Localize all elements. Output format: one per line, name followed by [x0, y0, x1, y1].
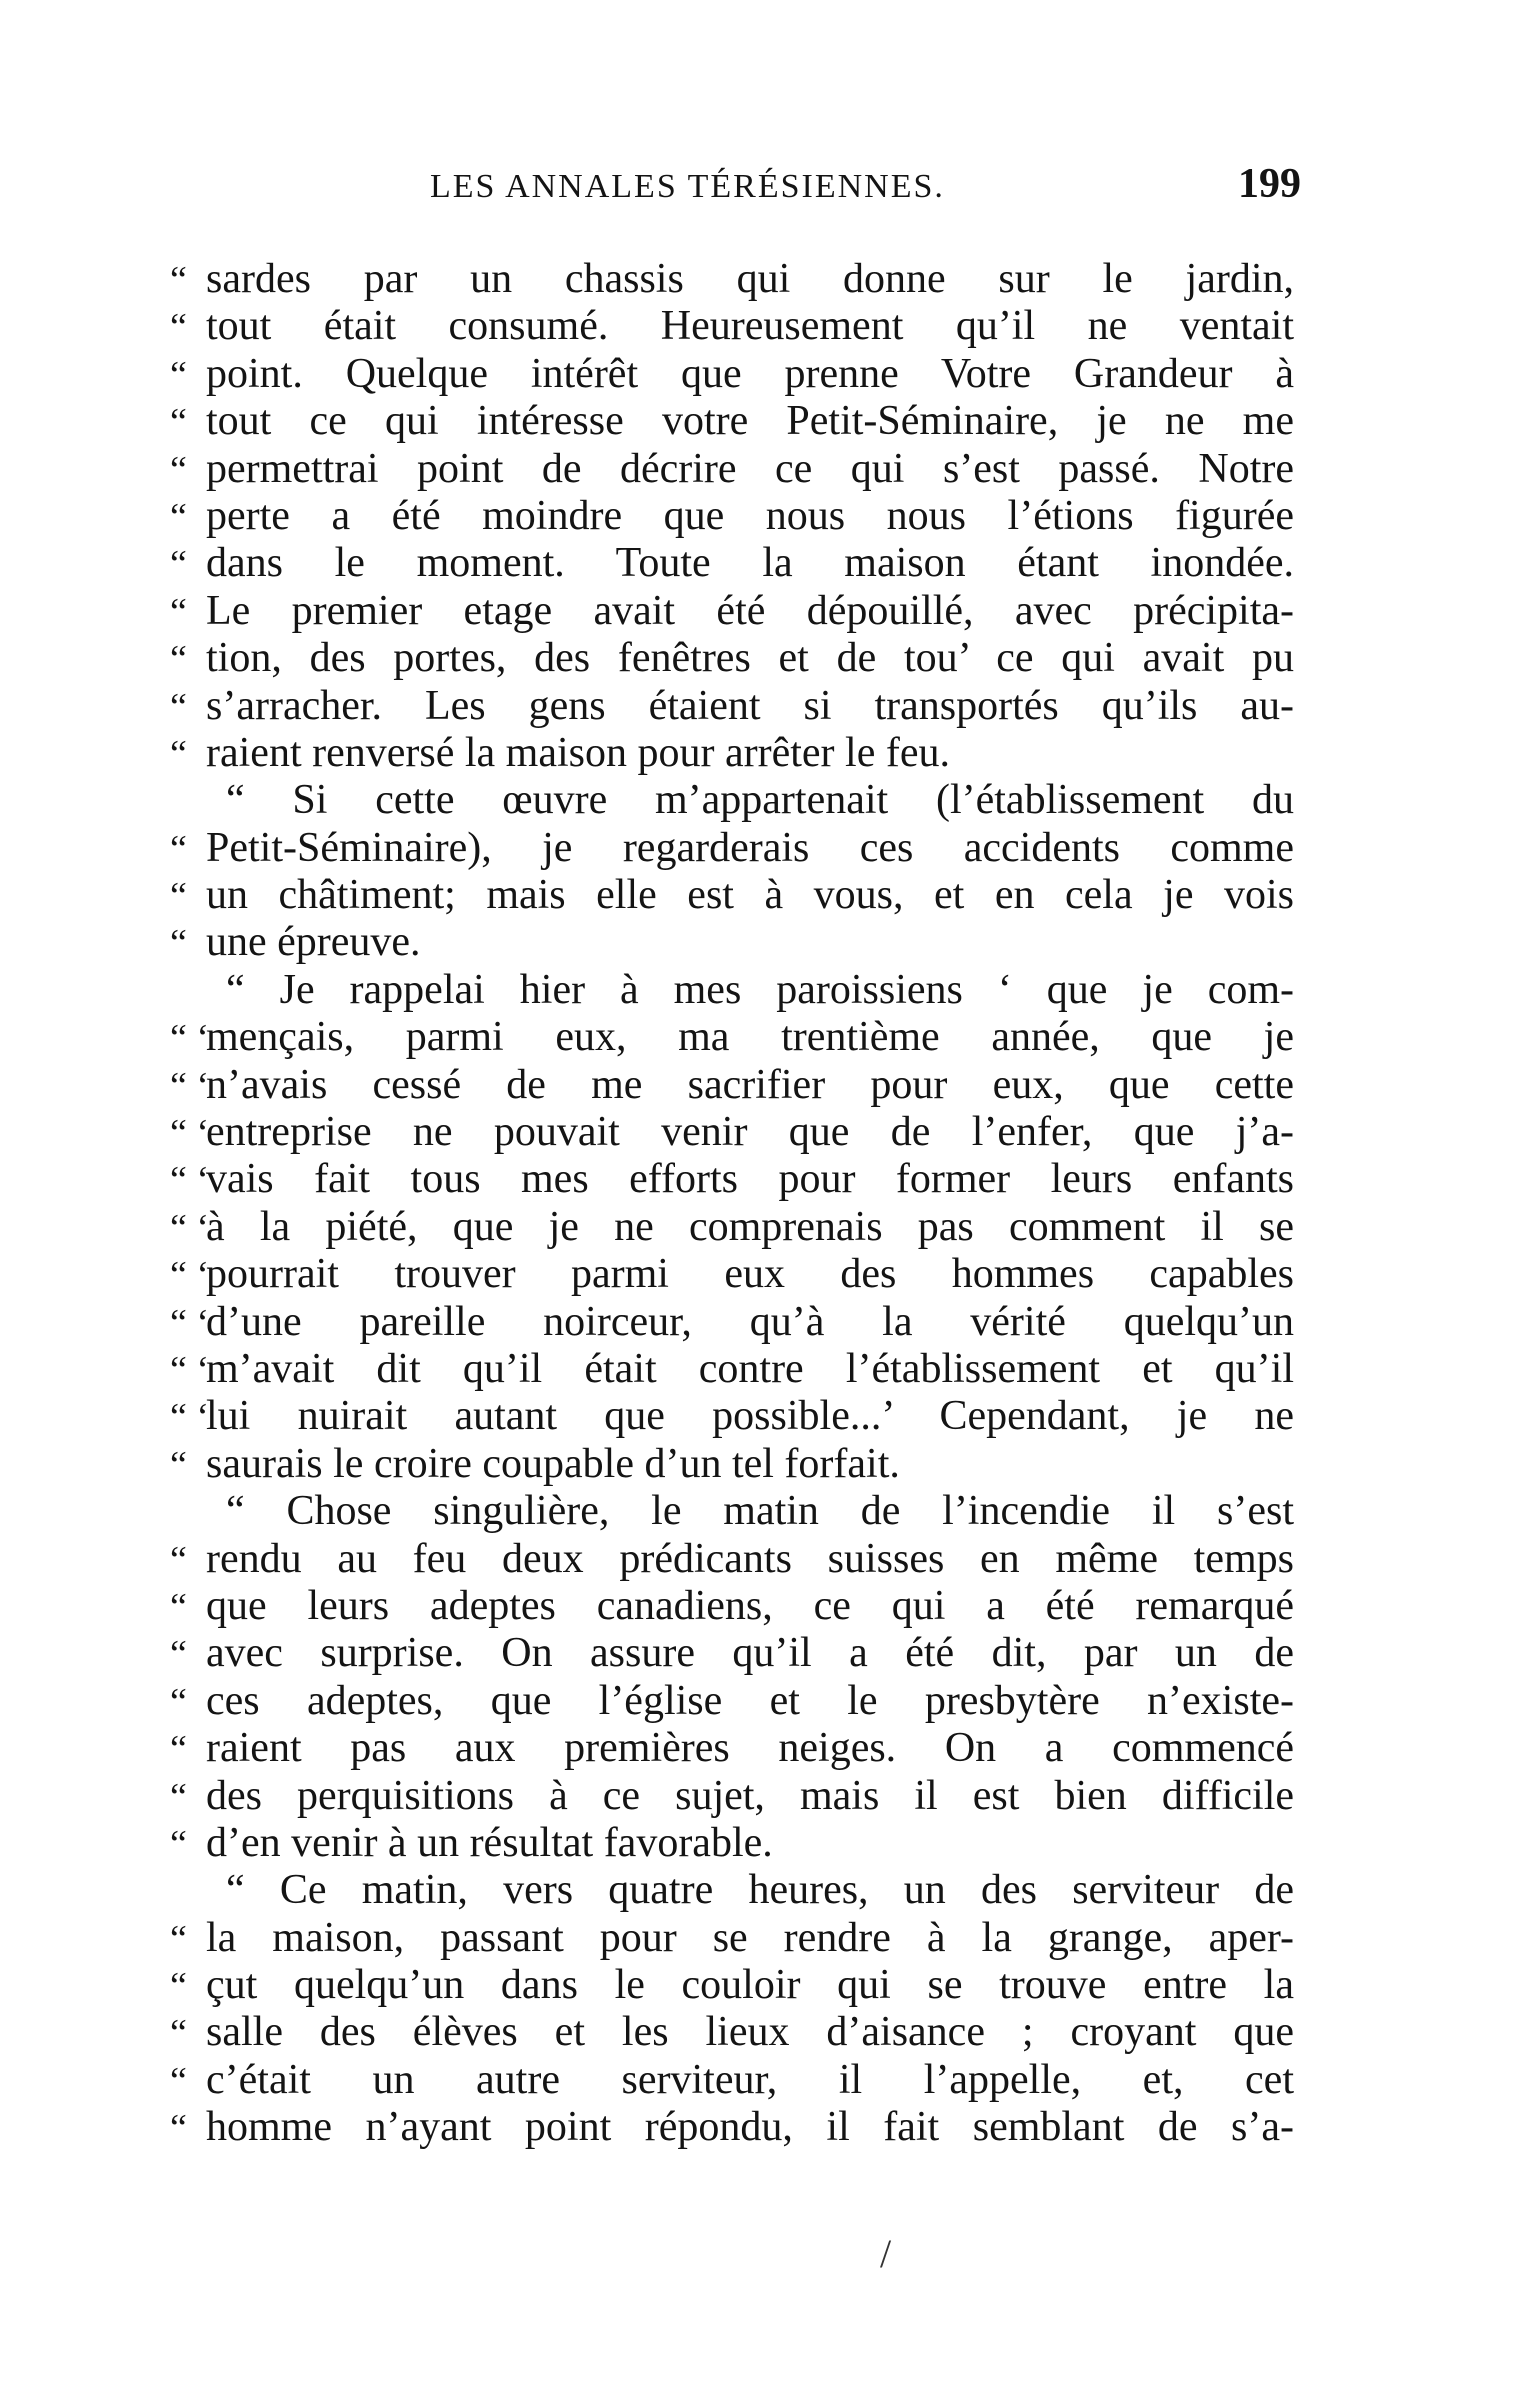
line-text: lui nuirait autant que possible...’ Cependant, je ne [206, 1393, 1294, 1440]
line-text: tion, des portes, des fenêtres et de tou’ ce qui avait pu [206, 635, 1294, 682]
line-text: des perquisitions à ce sujet, mais il est bien difficile [206, 1772, 1294, 1819]
quote-mark: “ [170, 875, 187, 918]
text-line [170, 1773, 1294, 1820]
quote-mark: “ [170, 353, 187, 396]
text-line [170, 1678, 1294, 1725]
quote-mark: “ ‘ [170, 1017, 210, 1060]
text-line [170, 1014, 1294, 1061]
quote-mark: “ [170, 732, 187, 775]
line-text: tout ce qui intéresse votre Petit-Séminaire, je ne me [206, 398, 1294, 445]
line-text: “ Ce matin, vers quatre heures, un des serviteur de [226, 1867, 1294, 1914]
line-text: à la piété, que je ne comprenais pas comment il se [206, 1203, 1294, 1250]
line-text: salle des élèves et les lieux d’aisance ; croyant que [206, 2009, 1294, 2056]
text-line [170, 588, 1294, 635]
text-line [170, 1630, 1294, 1677]
quote-mark: “ [170, 638, 187, 681]
quote-mark: “ [170, 2107, 187, 2150]
line-text: n’avais cessé de me sacrifier pour eux, que cette [206, 1061, 1294, 1108]
line-text: homme n’ayant point répondu, il fait semblant de s’a- [206, 2104, 1294, 2151]
text-line [170, 683, 1294, 730]
body-text [170, 256, 1294, 2152]
line-text: d’en venir à un résultat favorable. [206, 1819, 773, 1866]
quote-mark: “ ‘ [170, 1064, 210, 1107]
quote-mark: “ [170, 2012, 187, 2055]
text-line [170, 303, 1294, 350]
text-line [170, 2009, 1294, 2056]
text-line [170, 1536, 1294, 1583]
quote-mark: “ [170, 827, 187, 870]
line-text: s’arracher. Les gens étaient si transportés qu’ils au- [206, 682, 1294, 729]
quote-mark: “ [170, 259, 187, 301]
quote-mark: “ [170, 306, 187, 349]
text-line [170, 777, 1294, 824]
quote-mark: “ [170, 1965, 187, 2008]
quote-mark: “ [170, 543, 187, 586]
text-line [170, 1583, 1294, 1630]
text-line [170, 1299, 1294, 1346]
line-text: “ Chose singulière, le matin de l’incendie il s’est [226, 1488, 1294, 1535]
line-text: Le premier etage avait été dépouillé, avec précipita- [206, 587, 1294, 634]
text-line [170, 1488, 1294, 1535]
line-text: mençais, parmi eux, ma trentième année, que je [206, 1014, 1294, 1061]
quote-mark: “ [170, 590, 187, 633]
quote-mark: “ ‘ [170, 1301, 210, 1344]
text-line [170, 256, 1294, 303]
line-text: raient renversé la maison pour arrêter le feu. [206, 729, 950, 776]
text-line [170, 2104, 1294, 2151]
line-text: “ Si cette œuvre m’appartenait (l’établissement du [226, 777, 1294, 824]
text-line [170, 1867, 1294, 1914]
text-line [170, 635, 1294, 682]
quote-mark: “ [170, 401, 187, 444]
line-text: “ Je rappelai hier à mes paroissiens ‘ que je com- [226, 966, 1294, 1013]
quote-mark: “ ‘ [170, 1348, 210, 1391]
text-line [170, 1393, 1294, 1440]
running-title: LES ANNALES TÉRÉSIENNES. [430, 168, 945, 205]
quote-mark: “ [170, 1680, 187, 1723]
line-text: rendu au feu deux prédicants suisses en même temps [206, 1535, 1294, 1582]
line-text: tout était consumé. Heureusement qu’il ne ventait [206, 303, 1294, 350]
text-line [170, 540, 1294, 587]
quote-mark: “ [170, 1443, 187, 1486]
quote-mark: “ [170, 448, 187, 491]
text-line [170, 1725, 1294, 1772]
line-text: avec surprise. On assure qu’il a été dit, par un de [206, 1630, 1294, 1677]
text-line [170, 1915, 1294, 1962]
quote-mark: “ [170, 2059, 187, 2102]
text-line [170, 872, 1294, 919]
line-text: raient pas aux premières neiges. On a commencé [206, 1725, 1294, 1772]
line-text: que leurs adeptes canadiens, ce qui a été remarqué [206, 1582, 1294, 1629]
text-line [170, 1251, 1294, 1298]
line-text: un châtiment; mais elle est à vous, et en cela je vois [206, 872, 1294, 919]
line-text: dans le moment. Toute la maison étant inondée. [206, 540, 1294, 587]
line-text: çut quelqu’un dans le couloir qui se trouve entre la [206, 1962, 1294, 2009]
text-line [170, 398, 1294, 445]
line-text: Petit-Séminaire), je regarderais ces accidents comme [206, 824, 1294, 871]
line-text: permettrai point de décrire ce qui s’est passé. Notre [206, 445, 1294, 492]
text-line [170, 446, 1294, 493]
line-text: vais fait tous mes efforts pour former leurs enfants [206, 1156, 1294, 1203]
text-line [170, 1441, 1294, 1488]
text-line [170, 1109, 1294, 1156]
bottom-margin-mark: / [880, 2231, 892, 2276]
line-text: m’avait dit qu’il était contre l’établissement et qu’il [206, 1345, 1294, 1392]
quote-mark: “ ‘ [170, 1254, 210, 1297]
quote-mark: “ ‘ [170, 1159, 210, 1202]
line-text: une épreuve. [206, 919, 421, 966]
text-line [170, 493, 1294, 540]
line-text: ces adeptes, que l’église et le presbytère n’existe- [206, 1677, 1294, 1724]
line-text: saurais le croire coupable d’un tel forfait. [206, 1440, 900, 1487]
page-number: 199 [1238, 161, 1301, 207]
text-line [170, 1820, 1294, 1867]
quote-mark: “ [170, 495, 187, 538]
text-line [170, 919, 1294, 966]
line-text: c’était un autre serviteur, il l’appelle, et, cet [206, 2056, 1294, 2103]
quote-mark: “ [170, 1822, 187, 1865]
text-line [170, 730, 1294, 777]
text-line [170, 351, 1294, 398]
line-text: d’une pareille noirceur, qu’à la vérité quelqu’un [206, 1298, 1294, 1345]
text-line [170, 967, 1294, 1014]
text-line [170, 1346, 1294, 1393]
quote-mark: “ ‘ [170, 1112, 210, 1155]
text-line [170, 1156, 1294, 1203]
quote-mark: “ ‘ [170, 1396, 210, 1439]
line-text: entreprise ne pouvait venir que de l’enfer, que j’a- [206, 1109, 1294, 1156]
quote-mark: “ [170, 1585, 187, 1628]
quote-mark: “ [170, 1633, 187, 1676]
line-text: perte a été moindre que nous nous l’étions figurée [206, 492, 1294, 539]
text-line [170, 825, 1294, 872]
quote-mark: “ [170, 1917, 187, 1960]
line-text: pourrait trouver parmi eux des hommes capables [206, 1251, 1294, 1298]
text-line [170, 1962, 1294, 2009]
text-line [170, 1204, 1294, 1251]
quote-mark: “ [170, 685, 187, 728]
quote-mark: “ ‘ [170, 1206, 210, 1249]
quote-mark: “ [170, 922, 187, 965]
line-text: point. Quelque intérêt que prenne Votre Grandeur à [206, 350, 1294, 397]
line-text: sardes par un chassis qui donne sur le jardin, [206, 256, 1294, 302]
quote-mark: “ [170, 1728, 187, 1771]
text-line [170, 1062, 1294, 1109]
line-text: la maison, passant pour se rendre à la grange, aper- [206, 1914, 1294, 1961]
quote-mark: “ [170, 1775, 187, 1818]
text-line [170, 2057, 1294, 2104]
quote-mark: “ [170, 1538, 187, 1581]
